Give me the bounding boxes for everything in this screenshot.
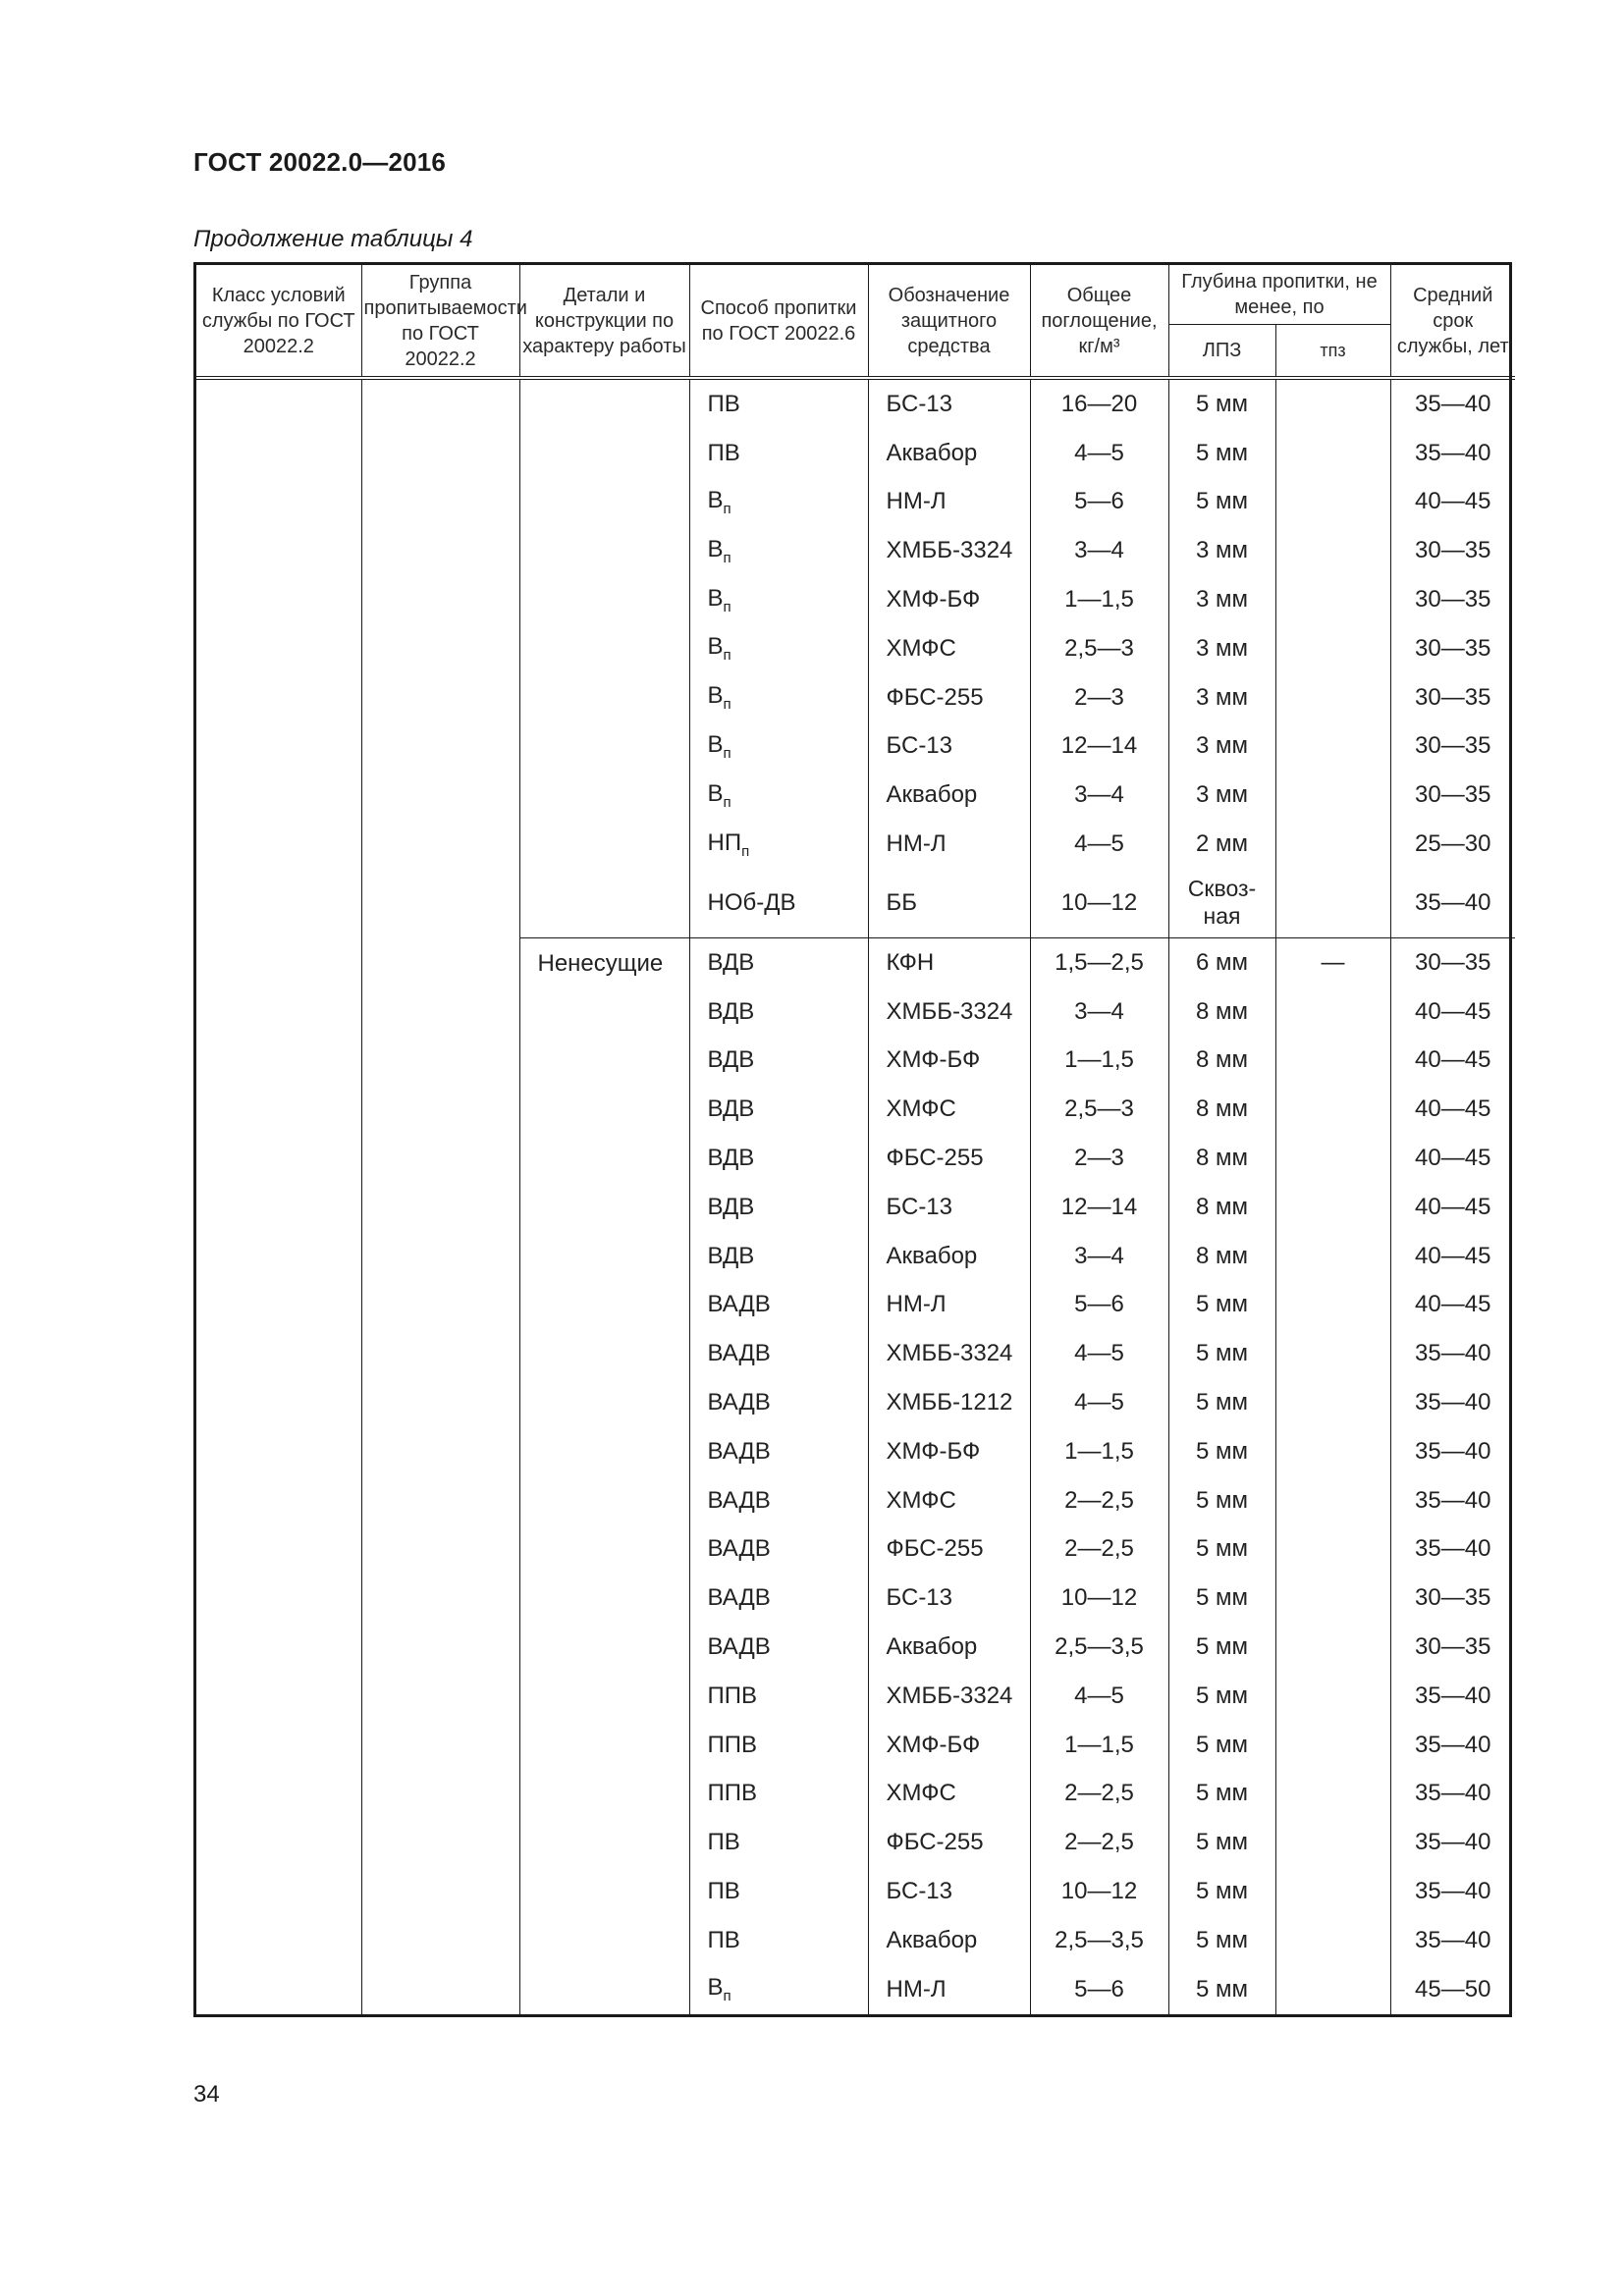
method-subscript: п [723, 696, 731, 714]
cell-agent: БС-13 [868, 1574, 1030, 1623]
cell-depth-tpz: — [1275, 937, 1390, 987]
method-text: ВАДВ [707, 1437, 771, 1465]
header-depth: Глубина пропитки, не менее, по [1168, 265, 1390, 325]
cell-term: 35—40 [1390, 1867, 1515, 1916]
cell-agent: ХМББ-3324 [868, 1672, 1030, 1721]
cell-method [689, 1965, 868, 2014]
method-text: ВДВ [707, 1095, 755, 1123]
cell-depth-tpz [1275, 1183, 1390, 1232]
cell-absorption: 10—12 [1030, 869, 1168, 938]
method-text: ВДВ [707, 1046, 755, 1074]
cell-depth-lpz: 3 мм [1168, 526, 1275, 575]
cell-agent: НМ-Л [868, 478, 1030, 527]
cell-method [689, 771, 868, 820]
cell-depth-tpz [1275, 1476, 1390, 1525]
cell-method [689, 1085, 868, 1134]
cell-agent: ХМФ-БФ [868, 1427, 1030, 1476]
header-group: Группа пропитываемости по ГОСТ 20022.2 [361, 265, 519, 378]
cell-absorption: 5—6 [1030, 478, 1168, 527]
method-subscript: п [723, 549, 731, 566]
cell-method [689, 1867, 868, 1916]
cell-absorption: 4—5 [1030, 1329, 1168, 1378]
cell-depth-tpz [1275, 575, 1390, 624]
cell-method [689, 526, 868, 575]
cell-depth-tpz [1275, 1232, 1390, 1281]
cell-absorption: 3—4 [1030, 771, 1168, 820]
cell-details-group: Ненесущие [519, 937, 689, 2013]
method-subscript: п [723, 647, 731, 665]
cell-depth-lpz: 5 мм [1168, 1281, 1275, 1330]
cell-depth-lpz: 8 мм [1168, 1134, 1275, 1183]
cell-method [689, 1476, 868, 1525]
cell-depth-lpz: 8 мм [1168, 988, 1275, 1037]
cell-details [519, 378, 689, 937]
cell-agent: БС-13 [868, 722, 1030, 772]
cell-class [196, 378, 361, 2014]
method-text: ПВ [707, 1926, 740, 1953]
cell-depth-tpz [1275, 1672, 1390, 1721]
method-text: В [707, 486, 724, 513]
cell-method [689, 429, 868, 478]
cell-term: 30—35 [1390, 722, 1515, 772]
method-subscript: п [723, 793, 731, 811]
cell-depth-tpz [1275, 1623, 1390, 1672]
cell-agent: Аквабор [868, 429, 1030, 478]
cell-absorption: 5—6 [1030, 1965, 1168, 2014]
method-text: ППВ [707, 1731, 758, 1758]
cell-depth-tpz [1275, 1867, 1390, 1916]
cell-depth-tpz [1275, 869, 1390, 938]
cell-agent: БС-13 [868, 1867, 1030, 1916]
cell-term: 40—45 [1390, 1134, 1515, 1183]
cell-absorption: 2,5—3,5 [1030, 1916, 1168, 1965]
header-depth-tpz: тпз [1275, 325, 1390, 379]
method-text: ПВ [707, 1829, 740, 1856]
cell-depth-lpz: 5 мм [1168, 1965, 1275, 2014]
cell-agent: ХМФ-БФ [868, 1037, 1030, 1086]
method-subscript: п [723, 500, 731, 517]
data-table [193, 262, 1512, 2017]
cell-method [689, 1574, 868, 1623]
cell-agent: НМ-Л [868, 820, 1030, 869]
cell-method [689, 1378, 868, 1427]
cell-agent: Аквабор [868, 771, 1030, 820]
cell-absorption: 3—4 [1030, 526, 1168, 575]
page-number: 34 [193, 2081, 220, 2108]
cell-method [689, 378, 868, 429]
cell-depth-lpz: 3 мм [1168, 722, 1275, 772]
method-text: ВАДВ [707, 1291, 771, 1318]
cell-agent: НМ-Л [868, 1281, 1030, 1330]
cell-term: 35—40 [1390, 869, 1515, 938]
cell-method [689, 1672, 868, 1721]
cell-absorption: 1,5—2,5 [1030, 937, 1168, 987]
cell-term: 30—35 [1390, 526, 1515, 575]
method-text: В [707, 779, 724, 807]
cell-term: 35—40 [1390, 429, 1515, 478]
cell-depth-lpz: 3 мм [1168, 575, 1275, 624]
cell-absorption: 2—2,5 [1030, 1770, 1168, 1819]
cell-agent: ХМББ-1212 [868, 1378, 1030, 1427]
method-text: В [707, 633, 724, 661]
cell-term: 45—50 [1390, 1965, 1515, 2014]
cell-method [689, 1183, 868, 1232]
cell-depth-tpz [1275, 988, 1390, 1037]
cell-depth-lpz: 8 мм [1168, 1037, 1275, 1086]
cell-depth-tpz [1275, 478, 1390, 527]
cell-depth-tpz [1275, 1721, 1390, 1770]
cell-depth-lpz: 5 мм [1168, 478, 1275, 527]
cell-agent: ХМББ-3324 [868, 988, 1030, 1037]
cell-method [689, 575, 868, 624]
cell-agent: ХМФС [868, 1770, 1030, 1819]
cell-term: 30—35 [1390, 937, 1515, 987]
cell-depth-tpz [1275, 722, 1390, 772]
cell-method [689, 1916, 868, 1965]
cell-method [689, 869, 868, 938]
cell-method [689, 673, 868, 722]
cell-depth-lpz: 5 мм [1168, 1672, 1275, 1721]
depth-text: Сквоз- ная [1187, 876, 1257, 930]
cell-method [689, 1329, 868, 1378]
method-text: В [707, 730, 724, 758]
cell-depth-lpz: 5 мм [1168, 1721, 1275, 1770]
cell-method [689, 1427, 868, 1476]
cell-term: 35—40 [1390, 1818, 1515, 1867]
cell-depth-tpz [1275, 820, 1390, 869]
header-absorption: Общее поглощение, кг/м³ [1030, 265, 1168, 378]
cell-depth-tpz [1275, 1770, 1390, 1819]
method-subscript: п [741, 842, 750, 860]
cell-absorption: 2—2,5 [1030, 1476, 1168, 1525]
method-text: ВАДВ [707, 1584, 771, 1612]
cell-method [689, 1037, 868, 1086]
cell-agent: ХМФ-БФ [868, 1721, 1030, 1770]
header-class: Класс условий службы по ГОСТ 20022.2 [196, 265, 361, 378]
cell-term: 35—40 [1390, 1672, 1515, 1721]
cell-agent: ХМФ-БФ [868, 575, 1030, 624]
cell-depth-tpz [1275, 1085, 1390, 1134]
cell-term: 40—45 [1390, 1232, 1515, 1281]
cell-depth-lpz: 3 мм [1168, 673, 1275, 722]
cell-depth-lpz: 3 мм [1168, 771, 1275, 820]
cell-method [689, 988, 868, 1037]
cell-depth-lpz: 5 мм [1168, 1818, 1275, 1867]
cell-depth-lpz: 5 мм [1168, 1525, 1275, 1575]
header-details: Детали и конструкции по характеру работы [519, 265, 689, 378]
cell-depth-lpz: 5 мм [1168, 1770, 1275, 1819]
cell-agent: БС-13 [868, 1183, 1030, 1232]
cell-depth-lpz: 8 мм [1168, 1232, 1275, 1281]
cell-absorption: 10—12 [1030, 1867, 1168, 1916]
cell-term: 40—45 [1390, 1037, 1515, 1086]
cell-term: 30—35 [1390, 673, 1515, 722]
cell-term: 30—35 [1390, 575, 1515, 624]
cell-absorption: 12—14 [1030, 1183, 1168, 1232]
cell-method [689, 1281, 868, 1330]
cell-agent: ББ [868, 869, 1030, 938]
cell-absorption: 2—2,5 [1030, 1818, 1168, 1867]
cell-method [689, 1134, 868, 1183]
method-text: НОб-ДВ [707, 888, 796, 916]
cell-term: 25—30 [1390, 820, 1515, 869]
cell-term: 40—45 [1390, 478, 1515, 527]
cell-term: 35—40 [1390, 1525, 1515, 1575]
cell-term: 35—40 [1390, 1378, 1515, 1427]
cell-depth-lpz: 5 мм [1168, 378, 1275, 429]
cell-absorption: 10—12 [1030, 1574, 1168, 1623]
cell-absorption: 2,5—3 [1030, 624, 1168, 673]
header-agent: Обозначение защитного средства [868, 265, 1030, 378]
cell-term: 40—45 [1390, 988, 1515, 1037]
method-text: В [707, 682, 724, 710]
cell-absorption: 4—5 [1030, 820, 1168, 869]
table-caption: Продолжение таблицы 4 [193, 226, 473, 252]
cell-method [689, 478, 868, 527]
cell-depth-lpz: 5 мм [1168, 1623, 1275, 1672]
cell-method [689, 1525, 868, 1575]
cell-absorption: 2—3 [1030, 673, 1168, 722]
method-text: В [707, 584, 724, 612]
cell-depth-lpz: 8 мм [1168, 1183, 1275, 1232]
method-text: ВАДВ [707, 1486, 771, 1514]
cell-agent: ХМФС [868, 1476, 1030, 1525]
method-text: ПВ [707, 1878, 740, 1904]
cell-absorption: 1—1,5 [1030, 1721, 1168, 1770]
cell-depth-lpz: 2 мм [1168, 820, 1275, 869]
cell-depth-lpz: 5 мм [1168, 1476, 1275, 1525]
cell-term: 40—45 [1390, 1085, 1515, 1134]
document-header: ГОСТ 20022.0—2016 [193, 147, 447, 177]
cell-term: 35—40 [1390, 1476, 1515, 1525]
cell-depth-lpz: 8 мм [1168, 1085, 1275, 1134]
cell-depth-tpz [1275, 1574, 1390, 1623]
header-term: Средний срок службы, лет [1390, 265, 1515, 378]
cell-absorption: 1—1,5 [1030, 575, 1168, 624]
header-method: Способ пропитки по ГОСТ 20022.6 [689, 265, 868, 378]
cell-agent: БС-13 [868, 378, 1030, 429]
cell-absorption: 5—6 [1030, 1281, 1168, 1330]
method-text: ВАДВ [707, 1535, 771, 1563]
cell-depth-lpz: 5 мм [1168, 1329, 1275, 1378]
cell-group [361, 378, 519, 2014]
cell-depth-tpz [1275, 1134, 1390, 1183]
cell-term: 30—35 [1390, 1623, 1515, 1672]
cell-term: 30—35 [1390, 624, 1515, 673]
cell-depth-lpz: 5 мм [1168, 1916, 1275, 1965]
cell-term: 35—40 [1390, 1721, 1515, 1770]
cell-agent: ФБС-255 [868, 1134, 1030, 1183]
header-depth-lpz: ЛПЗ [1168, 325, 1275, 379]
cell-agent: КФН [868, 937, 1030, 987]
method-text: ППВ [707, 1682, 758, 1709]
method-text: НП [707, 828, 742, 856]
cell-agent: НМ-Л [868, 1965, 1030, 2014]
cell-term: 35—40 [1390, 1329, 1515, 1378]
cell-agent: Аквабор [868, 1232, 1030, 1281]
cell-depth-tpz [1275, 1818, 1390, 1867]
table-body [196, 378, 1515, 2014]
cell-absorption: 2,5—3 [1030, 1085, 1168, 1134]
method-text: ППВ [707, 1780, 758, 1807]
cell-method [689, 1623, 868, 1672]
cell-absorption: 1—1,5 [1030, 1037, 1168, 1086]
cell-agent: ХМФС [868, 1085, 1030, 1134]
cell-agent: ХМББ-3324 [868, 1329, 1030, 1378]
method-text: ВДВ [707, 997, 755, 1025]
cell-absorption: 16—20 [1030, 378, 1168, 429]
cell-depth-lpz: 5 мм [1168, 1574, 1275, 1623]
cell-agent: Аквабор [868, 1916, 1030, 1965]
cell-depth-tpz [1275, 1281, 1390, 1330]
cell-depth-tpz [1275, 1525, 1390, 1575]
method-text: ВДВ [707, 1242, 755, 1269]
cell-depth-lpz: 5 мм [1168, 1378, 1275, 1427]
cell-depth-tpz [1275, 1916, 1390, 1965]
cell-method [689, 624, 868, 673]
cell-agent: ФБС-255 [868, 1818, 1030, 1867]
cell-absorption: 4—5 [1030, 429, 1168, 478]
cell-agent: ФБС-255 [868, 673, 1030, 722]
method-text: ВАДВ [707, 1340, 771, 1367]
cell-agent: ХМББ-3324 [868, 526, 1030, 575]
cell-depth-tpz [1275, 526, 1390, 575]
cell-depth-lpz: 5 мм [1168, 1427, 1275, 1476]
cell-depth-tpz [1275, 1965, 1390, 2014]
cell-term: 30—35 [1390, 1574, 1515, 1623]
method-text: В [707, 1974, 724, 2002]
cell-method [689, 1721, 868, 1770]
cell-agent: Аквабор [868, 1623, 1030, 1672]
cell-method [689, 722, 868, 772]
cell-method [689, 820, 868, 869]
cell-method [689, 1818, 868, 1867]
cell-depth-tpz [1275, 673, 1390, 722]
method-text: ВАДВ [707, 1633, 771, 1661]
cell-agent: ФБС-255 [868, 1525, 1030, 1575]
cell-depth-lpz: 6 мм [1168, 937, 1275, 987]
cell-depth-lpz: 3 мм [1168, 624, 1275, 673]
cell-depth-tpz [1275, 1378, 1390, 1427]
cell-method [689, 1232, 868, 1281]
cell-absorption: 2,5—3,5 [1030, 1623, 1168, 1672]
cell-absorption: 2—3 [1030, 1134, 1168, 1183]
cell-depth-tpz [1275, 378, 1390, 429]
cell-depth-lpz: 5 мм [1168, 429, 1275, 478]
cell-term: 30—35 [1390, 771, 1515, 820]
cell-method [689, 1770, 868, 1819]
cell-depth-lpz [1168, 869, 1275, 938]
method-subscript: п [723, 1988, 731, 2005]
cell-absorption: 3—4 [1030, 1232, 1168, 1281]
method-subscript: п [723, 744, 731, 762]
cell-term: 40—45 [1390, 1281, 1515, 1330]
cell-depth-tpz [1275, 429, 1390, 478]
method-text: ВАДВ [707, 1389, 771, 1416]
cell-absorption: 2—2,5 [1030, 1525, 1168, 1575]
cell-agent: ХМФС [868, 624, 1030, 673]
cell-depth-tpz [1275, 1427, 1390, 1476]
method-text: ВДВ [707, 948, 755, 976]
cell-absorption: 4—5 [1030, 1672, 1168, 1721]
method-text: ПВ [707, 439, 740, 466]
cell-term: 35—40 [1390, 378, 1515, 429]
cell-depth-tpz [1275, 1037, 1390, 1086]
cell-depth-tpz [1275, 771, 1390, 820]
cell-term: 35—40 [1390, 1916, 1515, 1965]
method-subscript: п [723, 598, 731, 615]
cell-depth-tpz [1275, 624, 1390, 673]
cell-absorption: 1—1,5 [1030, 1427, 1168, 1476]
method-text: ВДВ [707, 1145, 755, 1172]
cell-absorption: 12—14 [1030, 722, 1168, 772]
cell-term: 40—45 [1390, 1183, 1515, 1232]
cell-method [689, 937, 868, 987]
cell-term: 35—40 [1390, 1770, 1515, 1819]
cell-absorption: 4—5 [1030, 1378, 1168, 1427]
cell-term: 35—40 [1390, 1427, 1515, 1476]
method-text: ВДВ [707, 1193, 755, 1220]
method-text: В [707, 535, 724, 562]
cell-depth-tpz [1275, 1329, 1390, 1378]
method-text: ПВ [707, 390, 740, 417]
cell-depth-lpz: 5 мм [1168, 1867, 1275, 1916]
table-row [196, 378, 1515, 429]
cell-absorption: 3—4 [1030, 988, 1168, 1037]
